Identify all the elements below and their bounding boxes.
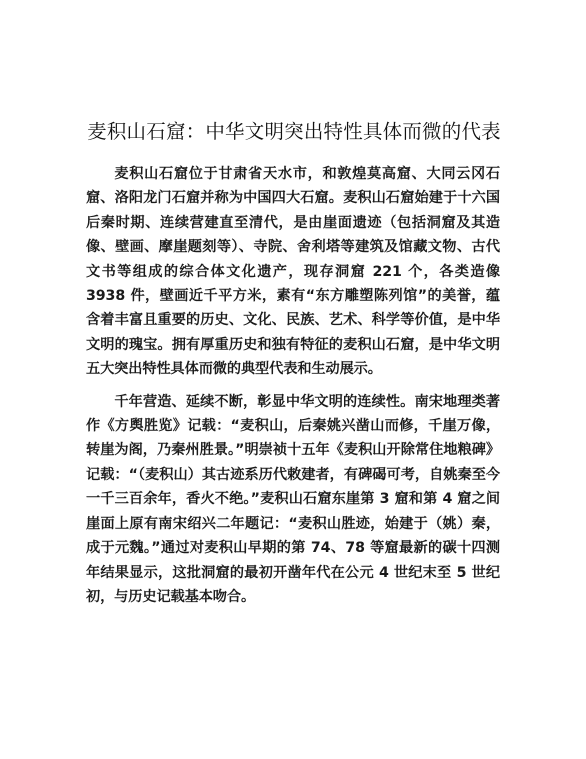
article-body xyxy=(86,162,500,617)
article-title: 麦积山石窟：中华文明突出特性具体而微的代表 xyxy=(87,120,501,144)
article-paragraph-1: 麦积山石窟位于甘肃省天水市，和敦煌莫高窟、大同云冈石窟、洛阳龙门石窟并称为中国四大石窟。麦积山石窟始建于十六国后秦时期、连续营建直至清代，是由崖面遗迹（包括洞窟及其造像、壁画、摩崖题刻等）、寺院、舍利塔等建筑及馆藏文物、古代文书等组成的综合体文化遗产，现存洞窟 221 个，各类造像 3938 件，壁画近千平方米，素有“东方雕塑陈列馆”的美誉，蕴含着丰富且重要的历史、文化、民族、艺术、科学等价值，是中华文明的瑰宝。拥有厚重历史和独有特征的麦积山石窟，是中华文明五大突出特性具体而微的典型代表和生动展示。 xyxy=(86,166,500,378)
article-paragraph-2: 千年营造、延续不断，彰显中华文明的连续性。南宋地理类著作《方舆胜览》记载：“麦积山，后秦姚兴凿山而修，千崖万像，转崖为阁，乃秦州胜景。”明崇祯十五年《麦积山开除常住地粮碑》记载：“（麦积山）其古迹系历代敕建者，有碑碣可考，自姚秦至今一千三百余年，香火不绝。”麦积山石窟东崖第 3 窟和第 4 窟之间崖面上原有南宋绍兴二年题记：“麦积山胜迹，始建于（姚）秦，成于元魏。”通过对麦积山早期的第 74、78 等窟最新的碳十四测年结果显示，这批洞窟的最初开凿年代在公元 4 世纪末至 5 世纪初，与历史记载基本吻合。 xyxy=(86,393,500,605)
